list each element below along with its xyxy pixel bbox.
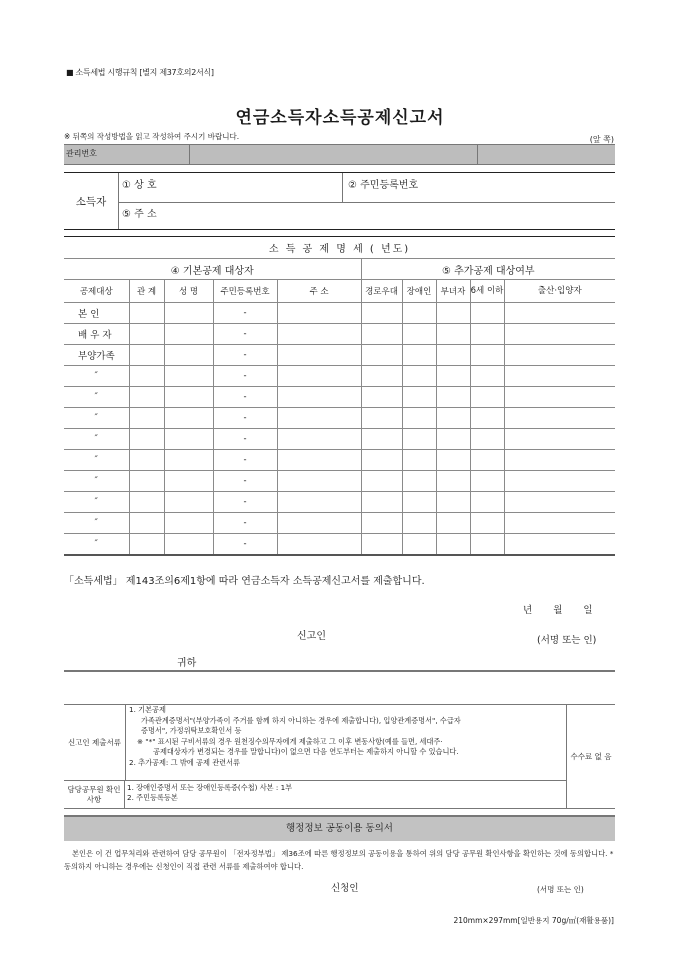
- table-cell[interactable]: [436, 471, 470, 492]
- table-cell[interactable]: [402, 513, 436, 534]
- table-cell[interactable]: [504, 345, 615, 366]
- table-cell[interactable]: [361, 429, 402, 450]
- divider: [342, 173, 343, 202]
- table-cell[interactable]: [436, 513, 470, 534]
- table-cell[interactable]: [129, 450, 164, 471]
- date-field[interactable]: 년 월 일: [523, 605, 593, 616]
- table-cell[interactable]: [436, 366, 470, 387]
- resident-number-cell[interactable]: -: [213, 366, 277, 387]
- table-cell[interactable]: [470, 387, 504, 408]
- table-cell[interactable]: [504, 450, 615, 471]
- deduction-table-title: 소 득 공 제 명 세 ( 년도): [64, 237, 615, 259]
- table-cell[interactable]: [470, 429, 504, 450]
- resident-number-cell[interactable]: -: [213, 450, 277, 471]
- table-cell[interactable]: [402, 534, 436, 556]
- table-cell[interactable]: [361, 492, 402, 513]
- table-cell[interactable]: [402, 471, 436, 492]
- doc-line: 2. 추가공제: 그 밖에 공제 관련서류: [129, 757, 240, 767]
- table-cell[interactable]: [402, 387, 436, 408]
- table-cell[interactable]: [129, 387, 164, 408]
- doc-line: ※ "*" 표시된 구비서류의 경우 원천징수의무자에게 제출하고 그 이후 변동사항(예를 들면, 세대주·: [137, 736, 443, 746]
- table-cell[interactable]: [164, 366, 213, 387]
- table-cell[interactable]: [504, 534, 615, 556]
- deduction-target: ″: [64, 387, 129, 408]
- table-cell[interactable]: [504, 303, 615, 324]
- resident-number-cell[interactable]: -: [213, 429, 277, 450]
- doc-line: 2. 주민등록등본: [127, 792, 178, 802]
- table-cell[interactable]: [164, 408, 213, 429]
- income-earner-section: [64, 172, 615, 230]
- table-cell[interactable]: [504, 387, 615, 408]
- applicant-signature-field[interactable]: (서명 또는 인): [537, 885, 584, 894]
- table-cell[interactable]: [470, 324, 504, 345]
- table-cell[interactable]: [277, 534, 361, 556]
- submit-documents-label: 신고인 제출서류: [64, 705, 126, 780]
- deduction-table: [64, 236, 615, 556]
- table-cell[interactable]: [164, 303, 213, 324]
- table-cell[interactable]: [402, 450, 436, 471]
- form-title: 연금소득자소득공제신고서: [235, 108, 445, 128]
- table-cell[interactable]: [277, 408, 361, 429]
- table-cell[interactable]: [470, 408, 504, 429]
- resident-number-cell[interactable]: -: [213, 345, 277, 366]
- table-cell[interactable]: [361, 303, 402, 324]
- resident-number-cell[interactable]: -: [213, 387, 277, 408]
- table-cell[interactable]: [504, 471, 615, 492]
- doc-line: 증명서", 가정위탁보호확인서 등: [141, 726, 242, 735]
- table-cell[interactable]: [277, 303, 361, 324]
- doc-line: 1. 기본공제: [129, 705, 166, 714]
- applicant-label: 신청인: [331, 883, 359, 894]
- table-cell[interactable]: [129, 303, 164, 324]
- table-cell[interactable]: [470, 450, 504, 471]
- deduction-table-title-row: [64, 237, 615, 259]
- table-cell[interactable]: [129, 408, 164, 429]
- table-cell[interactable]: [129, 429, 164, 450]
- table-cell[interactable]: [129, 345, 164, 366]
- table-cell[interactable]: [470, 513, 504, 534]
- table-cell[interactable]: [470, 303, 504, 324]
- table-cell[interactable]: [164, 471, 213, 492]
- income-earner-row-1: [118, 173, 615, 203]
- table-cell[interactable]: [129, 471, 164, 492]
- consent-text: 본인은 이 건 업무처리와 관련하여 담당 공무원이 「전자정부법」 제36조에 따른 행정정보의 공동이용을 통하여 위의 담당 공무원 확인사항을 확인하는 것에 동의합니다. *동의하지 아니하는 경우에는 신청인이 직접 관련 서류를 제출하여야 합니다.: [64, 849, 614, 871]
- table-row: [64, 366, 615, 387]
- table-cell[interactable]: [164, 429, 213, 450]
- doc-line: 공제대상자가 변경되는 경우를 말합니다)이 없으면 다음 연도부터는 제출하지 아니할 수 있습니다.: [153, 747, 459, 756]
- resident-number-cell[interactable]: -: [213, 408, 277, 429]
- table-cell[interactable]: [436, 429, 470, 450]
- table-cell[interactable]: [504, 429, 615, 450]
- column-header: 성 명: [164, 280, 213, 303]
- table-cell[interactable]: [361, 387, 402, 408]
- table-cell[interactable]: [402, 492, 436, 513]
- recipient-label: 귀하: [177, 658, 197, 669]
- column-header-row: [64, 280, 615, 303]
- table-cell[interactable]: [436, 492, 470, 513]
- table-cell[interactable]: [402, 324, 436, 345]
- table-cell[interactable]: [164, 450, 213, 471]
- consent-title: 행정정보 공동이용 동의서: [64, 815, 615, 841]
- divider: [477, 145, 478, 164]
- documents-section: [64, 704, 615, 809]
- declaration-statement: 「소득세법」 제143조의6제1항에 따라 연금소득자 소득공제신고서를 제출합니다.: [64, 576, 425, 587]
- table-cell[interactable]: [436, 303, 470, 324]
- paper-spec: 210mm×297mm[일반용지 70g/㎡(재활용품)]: [453, 916, 614, 925]
- resident-number-cell[interactable]: -: [213, 534, 277, 556]
- table-row: [64, 450, 615, 471]
- table-cell[interactable]: [129, 324, 164, 345]
- official-check-label: 담당공무원 확인사항: [64, 780, 125, 809]
- table-cell[interactable]: [129, 534, 164, 556]
- table-cell[interactable]: [164, 534, 213, 556]
- divider: [64, 670, 615, 672]
- fee-label: 수수료 없 음: [566, 705, 615, 809]
- table-cell[interactable]: [361, 324, 402, 345]
- page-side-label: (앞 쪽): [589, 135, 614, 144]
- column-header: 공제대상: [64, 280, 129, 303]
- resident-number-cell[interactable]: -: [213, 303, 277, 324]
- group-basic-header: ④ 기본공제 대상자: [64, 259, 361, 280]
- table-cell[interactable]: [436, 387, 470, 408]
- instruction-note: ※ 뒤쪽의 작성방법을 읽고 작성하여 주시기 바랍니다.: [64, 132, 240, 141]
- deduction-target: ″: [64, 429, 129, 450]
- table-row: [64, 429, 615, 450]
- table-cell[interactable]: [402, 366, 436, 387]
- column-header: 장애인: [402, 280, 436, 303]
- table-cell[interactable]: [436, 534, 470, 556]
- doc-line: 가족관계증명서"(부양가족이 주거를 함께 하지 아니하는 경우에 제출합니다), 입양관계증명서", 수급자: [141, 715, 461, 725]
- table-cell[interactable]: [129, 492, 164, 513]
- address-field[interactable]: ⑤ 주 소: [122, 209, 157, 220]
- table-cell[interactable]: [504, 324, 615, 345]
- table-cell[interactable]: [504, 366, 615, 387]
- table-cell[interactable]: [361, 450, 402, 471]
- law-reference: ■ 소득세법 시행규칙 [별지 제37호의2서식]: [66, 68, 214, 77]
- deduction-target: ″: [64, 534, 129, 556]
- table-row: [64, 324, 615, 345]
- deduction-target: ″: [64, 450, 129, 471]
- table-cell[interactable]: [277, 450, 361, 471]
- income-earner-label: 소득자: [64, 173, 119, 229]
- table-cell[interactable]: [361, 471, 402, 492]
- resident-number-cell[interactable]: -: [213, 492, 277, 513]
- table-row: [64, 471, 615, 492]
- table-cell[interactable]: [361, 534, 402, 556]
- table-cell[interactable]: [164, 324, 213, 345]
- table-row: [64, 345, 615, 366]
- table-cell[interactable]: [277, 366, 361, 387]
- table-cell[interactable]: [361, 366, 402, 387]
- resident-number-cell[interactable]: -: [213, 324, 277, 345]
- column-header: 주민등록번호: [213, 280, 277, 303]
- table-cell[interactable]: [402, 303, 436, 324]
- table-cell[interactable]: [129, 366, 164, 387]
- resident-number-cell[interactable]: -: [213, 513, 277, 534]
- table-cell[interactable]: [164, 513, 213, 534]
- table-cell[interactable]: [470, 345, 504, 366]
- trade-name-field[interactable]: ① 상 호: [122, 180, 157, 191]
- table-row: [64, 387, 615, 408]
- deduction-target: ″: [64, 408, 129, 429]
- table-cell[interactable]: [164, 492, 213, 513]
- column-header: 6세 이하: [470, 280, 504, 303]
- table-cell[interactable]: [436, 450, 470, 471]
- column-header: 관 계: [129, 280, 164, 303]
- column-header: 출산·입양자: [504, 280, 615, 303]
- group-additional-header: ⑤ 추가공제 대상여부: [361, 259, 615, 280]
- deduction-target: ″: [64, 492, 129, 513]
- filer-label: 신고인: [297, 631, 326, 642]
- table-row: [64, 408, 615, 429]
- table-cell[interactable]: [470, 492, 504, 513]
- table-cell[interactable]: [277, 429, 361, 450]
- table-cell[interactable]: [277, 513, 361, 534]
- table-cell[interactable]: [129, 513, 164, 534]
- deduction-table-body: [64, 303, 615, 556]
- column-header: 주 소: [277, 280, 361, 303]
- table-cell[interactable]: [164, 387, 213, 408]
- table-cell[interactable]: [361, 345, 402, 366]
- table-row: [64, 513, 615, 534]
- deduction-target: ″: [64, 471, 129, 492]
- submit-documents-list: [125, 705, 566, 780]
- table-cell[interactable]: [470, 366, 504, 387]
- table-cell[interactable]: [504, 492, 615, 513]
- table-cell[interactable]: [436, 345, 470, 366]
- filer-signature-field[interactable]: (서명 또는 인): [537, 635, 597, 646]
- resident-number-cell[interactable]: -: [213, 471, 277, 492]
- table-cell[interactable]: [402, 345, 436, 366]
- deduction-target: ″: [64, 366, 129, 387]
- table-row: [64, 303, 615, 324]
- table-cell[interactable]: [402, 408, 436, 429]
- table-cell[interactable]: [277, 471, 361, 492]
- table-row: [64, 492, 615, 513]
- management-number-label: 관리번호: [66, 149, 97, 158]
- doc-line: 1. 장애인증명서 또는 장애인등록증(수첩) 사본 : 1부: [127, 783, 293, 792]
- table-cell[interactable]: [470, 534, 504, 556]
- management-number-row: [64, 144, 615, 165]
- table-cell[interactable]: [470, 471, 504, 492]
- deduction-target: 본 인: [64, 303, 129, 324]
- deduction-target: 배 우 자: [64, 324, 129, 345]
- table-cell[interactable]: [277, 345, 361, 366]
- deduction-target: 부양가족: [64, 345, 129, 366]
- group-header-row: [64, 259, 615, 280]
- table-cell[interactable]: [504, 408, 615, 429]
- resident-number-field[interactable]: ② 주민등록번호: [348, 180, 419, 191]
- deduction-target: ″: [64, 513, 129, 534]
- column-header: 경로우대: [361, 280, 402, 303]
- table-cell[interactable]: [361, 408, 402, 429]
- official-check-list: [125, 780, 566, 809]
- table-cell[interactable]: [277, 387, 361, 408]
- table-cell[interactable]: [164, 345, 213, 366]
- table-cell[interactable]: [277, 324, 361, 345]
- table-cell[interactable]: [361, 513, 402, 534]
- income-earner-row-2: [118, 202, 615, 229]
- table-cell[interactable]: [277, 492, 361, 513]
- table-row: [64, 534, 615, 556]
- divider: [189, 145, 190, 164]
- table-cell[interactable]: [436, 408, 470, 429]
- table-cell[interactable]: [402, 429, 436, 450]
- column-header: 부녀자: [436, 280, 470, 303]
- table-cell[interactable]: [436, 324, 470, 345]
- table-cell[interactable]: [504, 513, 615, 534]
